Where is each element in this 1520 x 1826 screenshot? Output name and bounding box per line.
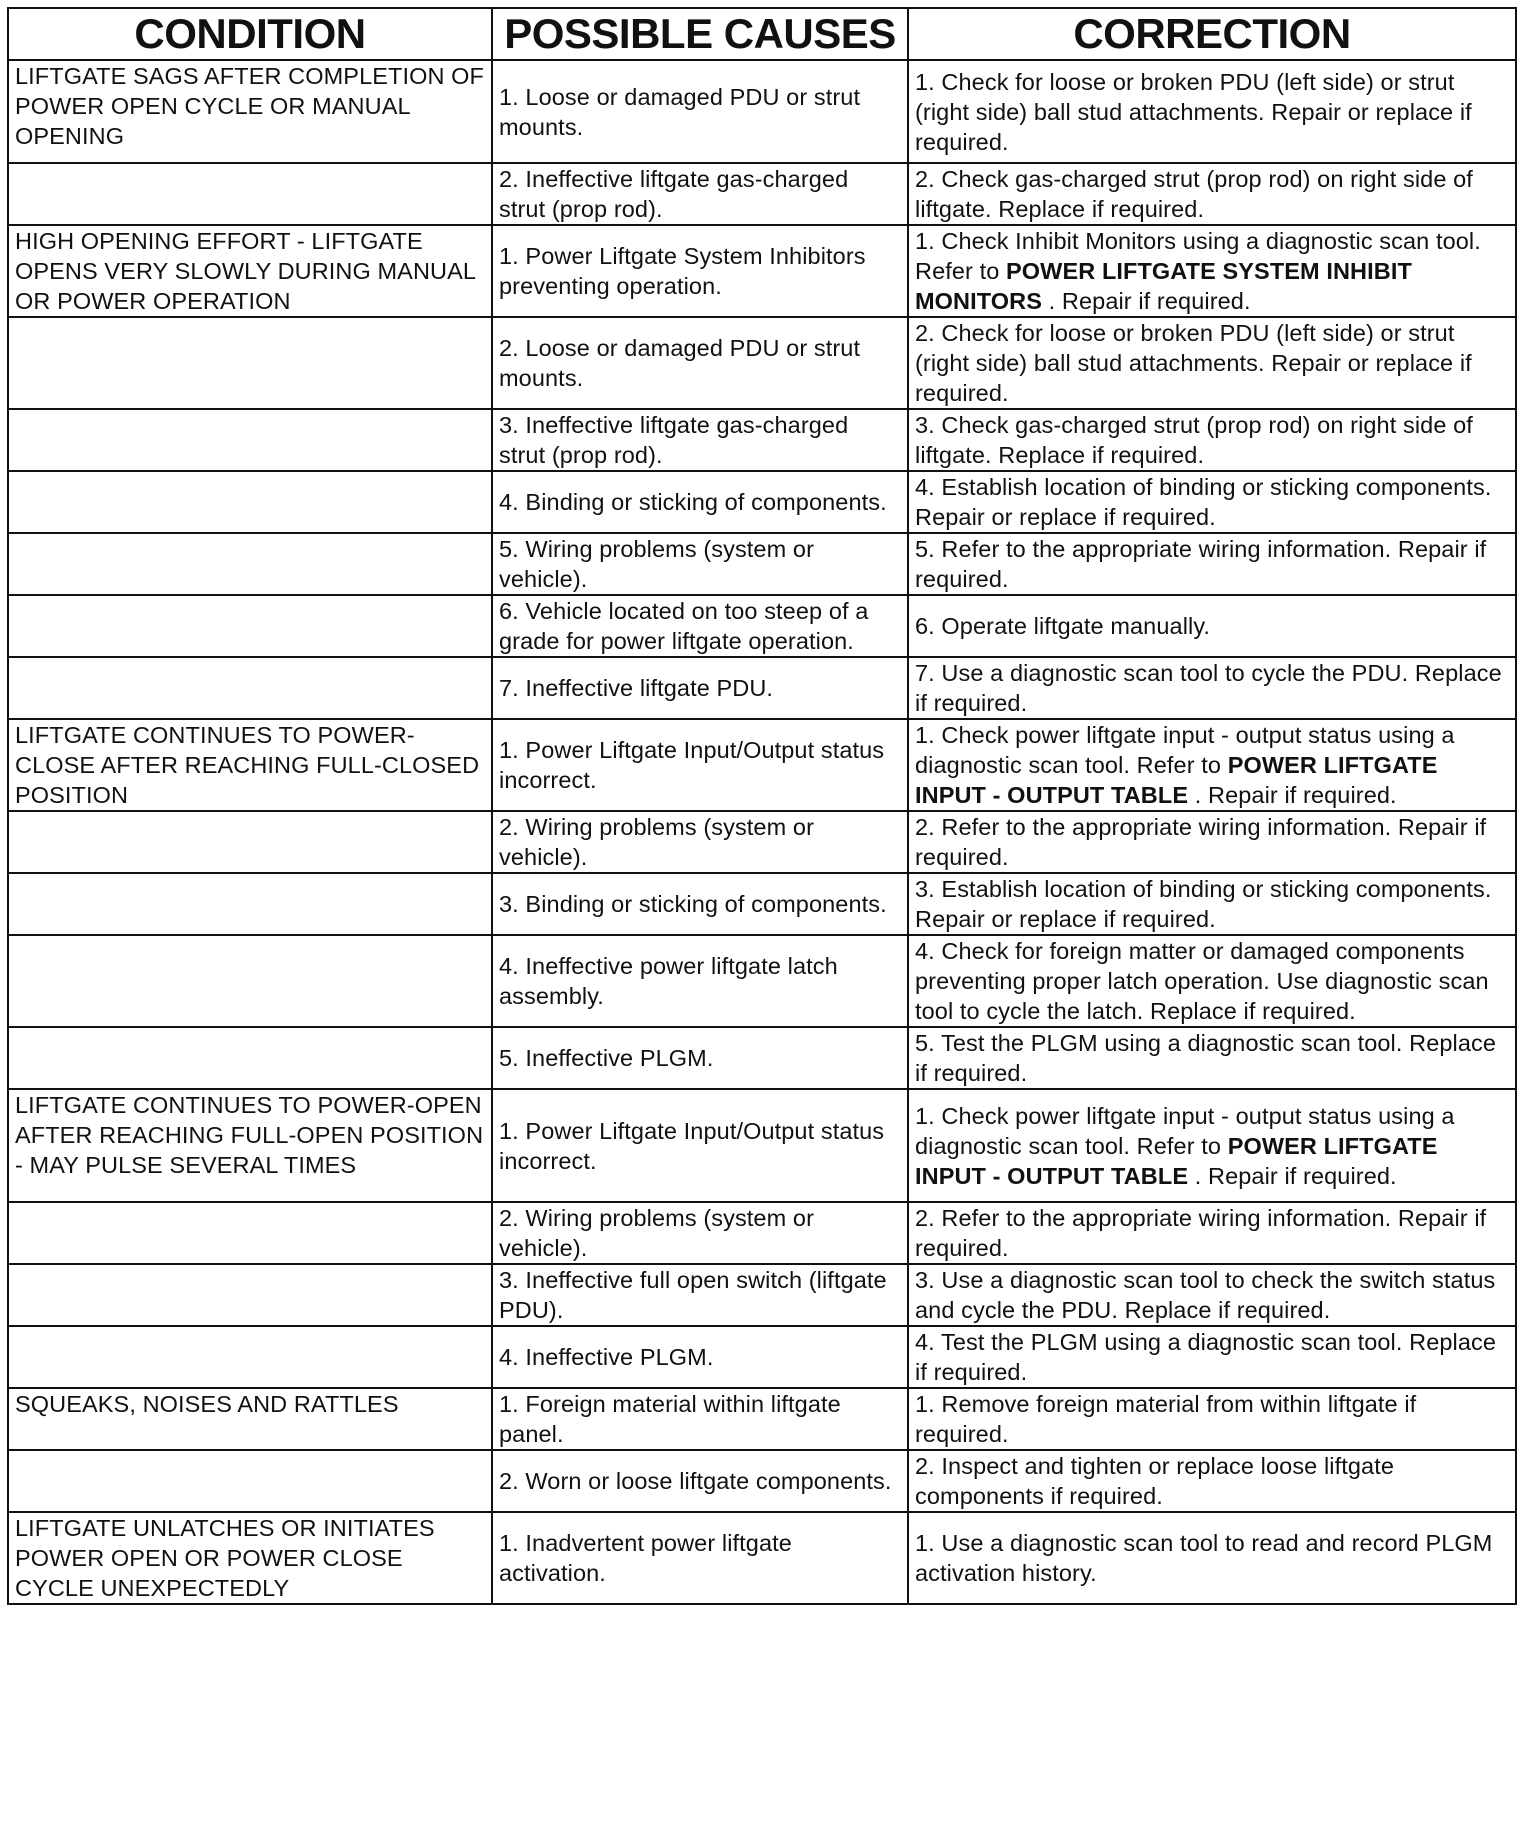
correction-text: 1. Check power liftgate input - output status using a diagnostic scan tool. Refer to bbox=[915, 1102, 1455, 1159]
correction-text: . Repair if required. bbox=[1042, 288, 1251, 314]
condition-cell bbox=[8, 1027, 492, 1089]
possible-cause-cell: 1. Power Liftgate System Inhibitors preventing operation. bbox=[492, 225, 908, 317]
correction-cell bbox=[908, 60, 1516, 163]
condition-cell bbox=[8, 409, 492, 471]
possible-cause-cell: 4. Ineffective power liftgate latch assembly. bbox=[492, 935, 908, 1027]
correction-text: 1. Use a diagnostic scan tool to read and record PLGM activation history. bbox=[915, 1530, 1493, 1586]
correction-text: 7. Use a diagnostic scan tool to cycle the PDU. Replace if required. bbox=[915, 660, 1502, 716]
correction-cell bbox=[908, 409, 1516, 471]
table-row bbox=[8, 935, 1516, 1027]
header-possible-causes: POSSIBLE CAUSES bbox=[492, 8, 908, 60]
table-row bbox=[8, 1202, 1516, 1264]
table-row bbox=[8, 471, 1516, 533]
condition-cell: LIFTGATE SAGS AFTER COMPLETION OF POWER OPEN CYCLE OR MANUAL OPENING bbox=[8, 60, 492, 163]
correction-text: . Repair if required. bbox=[1188, 1162, 1397, 1189]
table-row bbox=[8, 1450, 1516, 1512]
table-row bbox=[8, 1326, 1516, 1388]
condition-cell bbox=[8, 533, 492, 595]
table-row bbox=[8, 595, 1516, 657]
condition-cell bbox=[8, 163, 492, 225]
possible-cause-cell: 2. Wiring problems (system or vehicle). bbox=[492, 1202, 908, 1264]
correction-cell bbox=[908, 873, 1516, 935]
correction-text: 4. Test the PLGM using a diagnostic scan tool. Replace if required. bbox=[915, 1329, 1497, 1385]
correction-cell bbox=[908, 1512, 1516, 1604]
possible-cause-cell: 2. Loose or damaged PDU or strut mounts. bbox=[492, 317, 908, 409]
table-row bbox=[8, 409, 1516, 471]
correction-text: 4. Check for foreign matter or damaged components preventing proper latch operation. Use diagnostic scan tool to cycle the latch. Replace if required. bbox=[915, 938, 1489, 1024]
correction-cell bbox=[908, 471, 1516, 533]
correction-text: 2. Check for loose or broken PDU (left side) or strut (right side) ball stud attachments. Repair or replace if required. bbox=[915, 320, 1472, 406]
correction-text: 4. Establish location of binding or sticking components. Repair or replace if required. bbox=[915, 474, 1492, 530]
possible-cause-cell: 6. Vehicle located on too steep of a grade for power liftgate operation. bbox=[492, 595, 908, 657]
correction-cell bbox=[908, 225, 1516, 317]
table-row bbox=[8, 719, 1516, 811]
correction-text: 6. Operate liftgate manually. bbox=[915, 613, 1211, 639]
correction-text: 2. Check gas-charged strut (prop rod) on right side of liftgate. Replace if required. bbox=[915, 166, 1473, 222]
condition-cell bbox=[8, 873, 492, 935]
possible-cause-cell: 4. Ineffective PLGM. bbox=[492, 1326, 908, 1388]
correction-cell bbox=[908, 1264, 1516, 1326]
table-row bbox=[8, 1027, 1516, 1089]
possible-cause-cell: 3. Binding or sticking of components. bbox=[492, 873, 908, 935]
table-row bbox=[8, 657, 1516, 719]
condition-cell: HIGH OPENING EFFORT - LIFTGATE OPENS VERY SLOWLY DURING MANUAL OR POWER OPERATION bbox=[8, 225, 492, 317]
condition-cell bbox=[8, 657, 492, 719]
condition-cell bbox=[8, 1326, 492, 1388]
table-row bbox=[8, 163, 1516, 225]
correction-text: 2. Inspect and tighten or replace loose liftgate components if required. bbox=[915, 1453, 1395, 1509]
condition-cell bbox=[8, 1202, 492, 1264]
correction-text: 1. Check Inhibit Monitors using a diagnostic scan tool. Refer to bbox=[915, 228, 1481, 284]
correction-text: 1. Check power liftgate input - output status using a diagnostic scan tool. Refer to bbox=[915, 722, 1455, 778]
table-row bbox=[8, 225, 1516, 317]
possible-cause-cell: 2. Ineffective liftgate gas-charged strut (prop rod). bbox=[492, 163, 908, 225]
correction-cell bbox=[908, 163, 1516, 225]
condition-cell: LIFTGATE CONTINUES TO POWER-OPEN AFTER REACHING FULL-OPEN POSITION - MAY PULSE SEVERAL TIMES bbox=[8, 1089, 492, 1202]
correction-text: . Repair if required. bbox=[1188, 782, 1397, 808]
correction-cell bbox=[908, 719, 1516, 811]
condition-cell bbox=[8, 595, 492, 657]
condition-cell bbox=[8, 1450, 492, 1512]
table-row bbox=[8, 317, 1516, 409]
possible-cause-cell: 1. Loose or damaged PDU or strut mounts. bbox=[492, 60, 908, 163]
correction-cell bbox=[908, 811, 1516, 873]
correction-text: 3. Establish location of binding or sticking components. Repair or replace if required. bbox=[915, 876, 1492, 932]
correction-cell bbox=[908, 1089, 1516, 1202]
correction-cell bbox=[908, 533, 1516, 595]
reference-link-text: POWER LIFTGATE SYSTEM INHIBIT MONITORS bbox=[915, 258, 1412, 314]
possible-cause-cell: 4. Binding or sticking of components. bbox=[492, 471, 908, 533]
header-correction: CORRECTION bbox=[908, 8, 1516, 60]
diagnosis-table bbox=[7, 7, 1517, 1605]
table-row bbox=[8, 811, 1516, 873]
correction-text: 1. Check for loose or broken PDU (left side) or strut (right side) ball stud attachments. Repair or replace if required. bbox=[915, 68, 1472, 155]
correction-cell bbox=[908, 1326, 1516, 1388]
correction-text: 3. Use a diagnostic scan tool to check the switch status and cycle the PDU. Replace if required. bbox=[915, 1267, 1496, 1323]
possible-cause-cell: 1. Power Liftgate Input/Output status incorrect. bbox=[492, 719, 908, 811]
table-row bbox=[8, 1264, 1516, 1326]
possible-cause-cell: 1. Inadvertent power liftgate activation. bbox=[492, 1512, 908, 1604]
correction-cell bbox=[908, 1388, 1516, 1450]
header-condition: CONDITION bbox=[8, 8, 492, 60]
possible-cause-cell: 1. Foreign material within liftgate panel. bbox=[492, 1388, 908, 1450]
condition-cell bbox=[8, 935, 492, 1027]
possible-cause-cell: 5. Ineffective PLGM. bbox=[492, 1027, 908, 1089]
possible-cause-cell: 2. Worn or loose liftgate components. bbox=[492, 1450, 908, 1512]
condition-cell: SQUEAKS, NOISES AND RATTLES bbox=[8, 1388, 492, 1450]
correction-cell bbox=[908, 935, 1516, 1027]
possible-cause-cell: 3. Ineffective liftgate gas-charged strut (prop rod). bbox=[492, 409, 908, 471]
table-row bbox=[8, 1388, 1516, 1450]
correction-cell bbox=[908, 595, 1516, 657]
condition-cell: LIFTGATE CONTINUES TO POWER-CLOSE AFTER REACHING FULL-CLOSED POSITION bbox=[8, 719, 492, 811]
possible-cause-cell: 1. Power Liftgate Input/Output status incorrect. bbox=[492, 1089, 908, 1202]
correction-text: 1. Remove foreign material from within liftgate if required. bbox=[915, 1391, 1417, 1447]
correction-text: 5. Test the PLGM using a diagnostic scan tool. Replace if required. bbox=[915, 1030, 1497, 1086]
correction-text: 3. Check gas-charged strut (prop rod) on right side of liftgate. Replace if required. bbox=[915, 412, 1473, 468]
condition-cell: LIFTGATE UNLATCHES OR INITIATES POWER OPEN OR POWER CLOSE CYCLE UNEXPECTEDLY bbox=[8, 1512, 492, 1604]
possible-cause-cell: 7. Ineffective liftgate PDU. bbox=[492, 657, 908, 719]
condition-cell bbox=[8, 317, 492, 409]
possible-cause-cell: 3. Ineffective full open switch (liftgate PDU). bbox=[492, 1264, 908, 1326]
correction-cell bbox=[908, 317, 1516, 409]
correction-cell bbox=[908, 1450, 1516, 1512]
correction-cell bbox=[908, 657, 1516, 719]
reference-link-text: POWER LIFTGATE INPUT - OUTPUT TABLE bbox=[915, 1132, 1438, 1189]
correction-cell bbox=[908, 1027, 1516, 1089]
table-row bbox=[8, 533, 1516, 595]
correction-cell bbox=[908, 1202, 1516, 1264]
reference-link-text: POWER LIFTGATE INPUT - OUTPUT TABLE bbox=[915, 752, 1438, 808]
table-body bbox=[8, 60, 1516, 1604]
condition-cell bbox=[8, 811, 492, 873]
table-row bbox=[8, 1512, 1516, 1604]
header-row bbox=[8, 8, 1516, 60]
correction-text: 2. Refer to the appropriate wiring information. Repair if required. bbox=[915, 1205, 1487, 1261]
condition-cell bbox=[8, 471, 492, 533]
table-row bbox=[8, 1089, 1516, 1202]
table-row bbox=[8, 60, 1516, 163]
possible-cause-cell: 5. Wiring problems (system or vehicle). bbox=[492, 533, 908, 595]
correction-text: 2. Refer to the appropriate wiring information. Repair if required. bbox=[915, 814, 1487, 870]
condition-cell bbox=[8, 1264, 492, 1326]
correction-text: 5. Refer to the appropriate wiring information. Repair if required. bbox=[915, 536, 1487, 592]
possible-cause-cell: 2. Wiring problems (system or vehicle). bbox=[492, 811, 908, 873]
table-row bbox=[8, 873, 1516, 935]
